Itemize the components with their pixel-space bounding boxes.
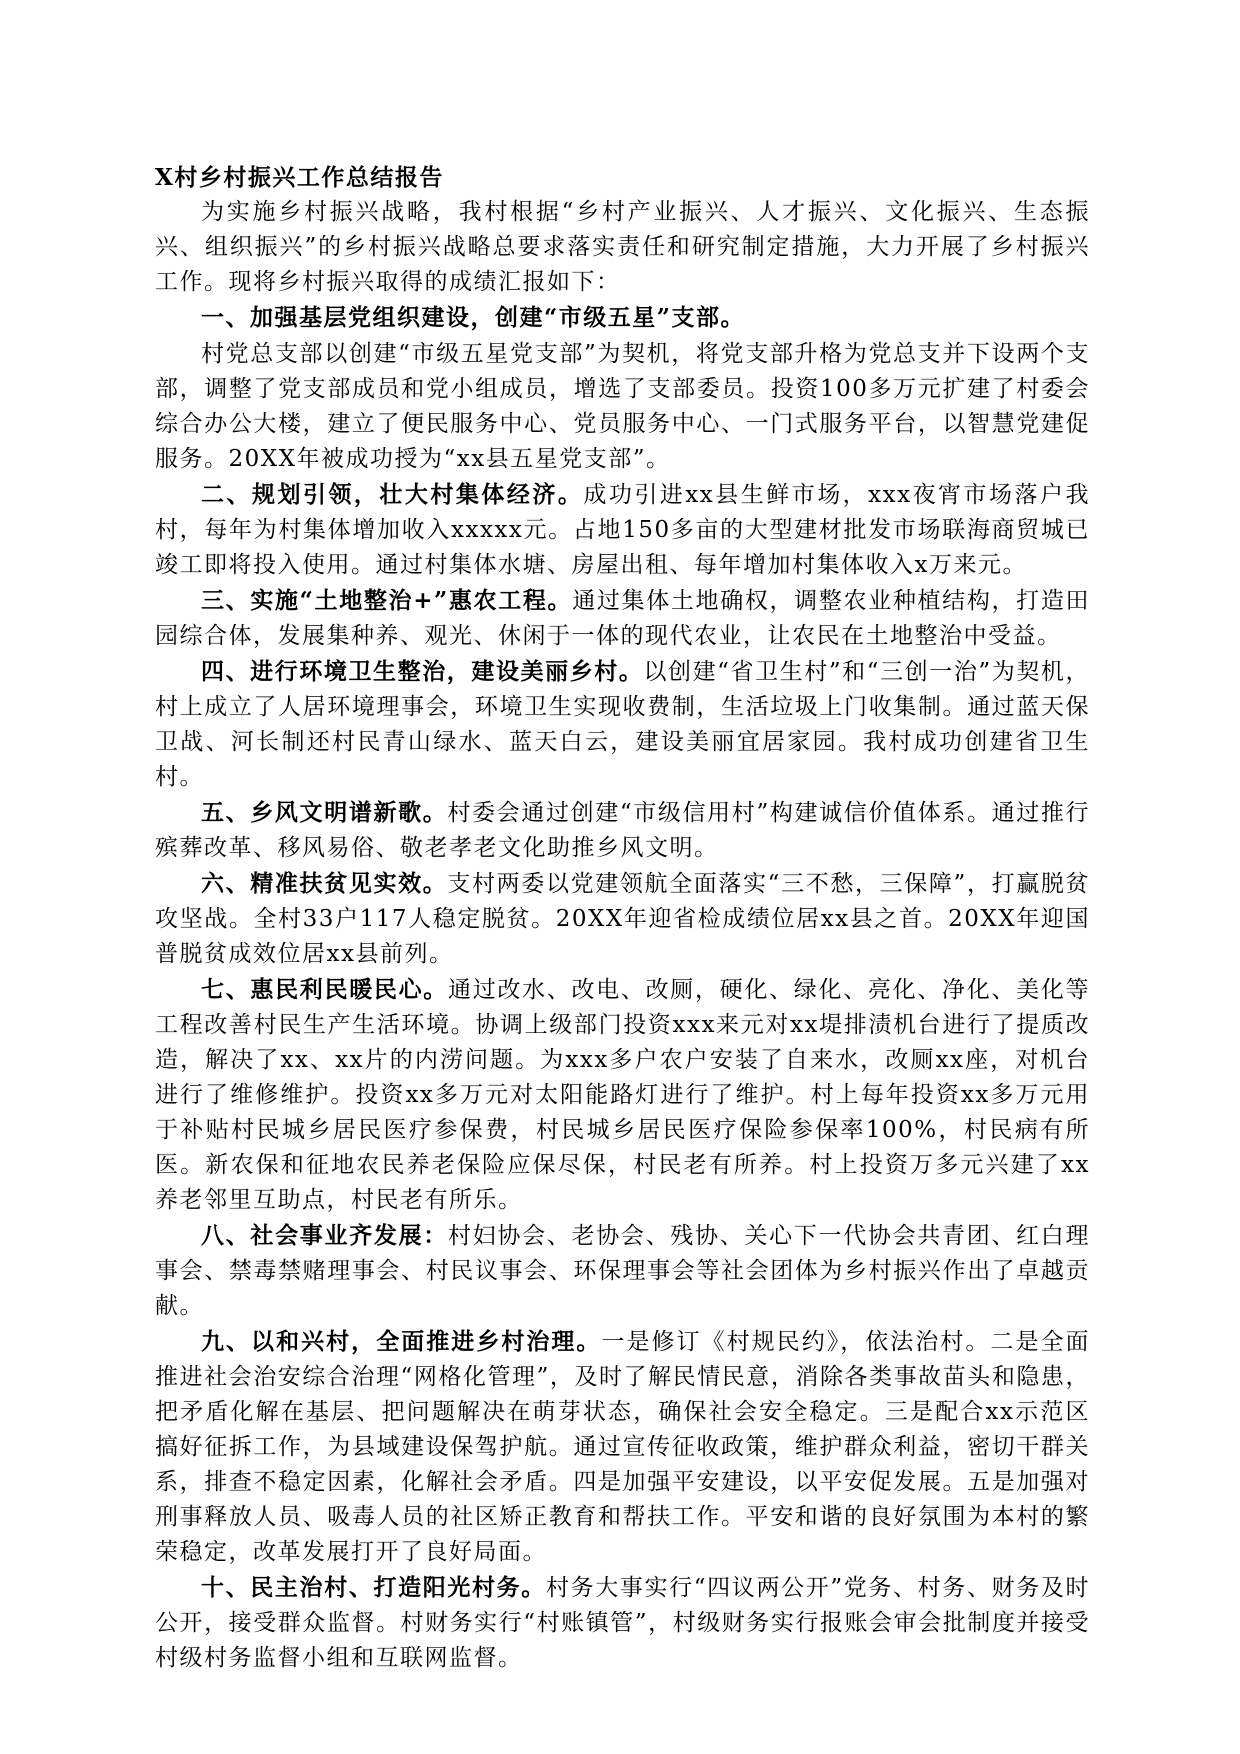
section-8-body: 村妇协会、老协会、残协、关心下一代协会共青团、红白理事会、禁毒禁赌理事会、村民议事会、环保理事会等社会团体为乡村振兴作出了卓越贡献。: [155, 1223, 1090, 1319]
section-3-heading: 三、实施“土地整治+”惠农工程。: [201, 587, 573, 614]
section-7-paragraph: [155, 972, 1090, 1218]
section-5-paragraph: [155, 795, 1090, 866]
section-10-paragraph: [155, 1570, 1090, 1676]
section-10-body: 村务大事实行“四议两公开”党务、村务、财务及时公开，接受群众监督。村财务实行“村账镇管”，村级财务实行报账会审会批制度并接受村级村务监督小组和互联网监督。: [155, 1575, 1090, 1671]
section-6-paragraph: [155, 866, 1090, 972]
section-1-paragraph: [155, 300, 1090, 336]
document-title: X村乡村振兴工作总结报告: [155, 164, 444, 191]
section-6-body: 支村两委以党建领航全面落实“三不愁，三保障”，打赢脱贫攻坚战。全村33户117人稳定脱贫。20XX年迎省检成绩位居xx县之首。20XX年迎国普脱贫成效位居xx县前列。: [155, 871, 1090, 967]
section-9-paragraph: [155, 1324, 1090, 1570]
section-5-heading: 五、乡风文明谱新歌。: [201, 799, 448, 826]
section-10-heading: 十、民主治村、打造阳光村务。: [201, 1574, 546, 1601]
section-4-body: 以创建“省卫生村”和“三创一治”为契机，村上成立了人居环境理事会，环境卫生实现收费制，生活垃圾上门收集制。通过蓝天保卫战、河长制还村民青山绿水、蓝天白云，建设美丽宜居家园。我村成功创建省卫生村。: [155, 659, 1090, 790]
section-2-body: 成功引进xx县生鲜市场，xxx夜宵市场落户我村，每年为村集体增加收入xxxxx元。占地150多亩的大型建材批发市场联海商贸城已竣工即将投入使用。通过村集体水塘、房屋出租、每年增加村集体收入x万来元。: [155, 482, 1091, 578]
section-1-detail-paragraph: [155, 336, 1090, 477]
section-1-heading: 一、加强基层党组织建设，创建“市级五星”支部。: [201, 304, 745, 331]
section-5-body: 村委会通过创建“市级信用村”构建诚信价值体系。通过推行殡葬改革、移风易俗、敬老孝老文化助推乡风文明。: [155, 800, 1090, 861]
section-6-heading: 六、精准扶贫见实效。: [201, 870, 448, 897]
section-7-heading: 七、惠民利民暖民心。: [201, 976, 448, 1003]
section-9-body: 一是修订《村规民约》，依法治村。二是全面推进社会治安综合治理“网格化管理”，及时了解民情民意，消除各类事故苗头和隐患，把矛盾化解在基层、把问题解决在萌芽状态，确保社会安全稳定。三是配合xx示范区搞好征拆工作，为县域建设保驾护航。通过宣传征收政策，维护群众利益，密切干群关系，排查不稳定因素，化解社会矛盾。四是加强平安建设，以平安促发展。五是加强对刑事释放人员、吸毒人员的社区矫正教育和帮扶工作。平安和谐的良好氛围为本村的繁荣稳定，改革发展打开了良好局面。: [155, 1329, 1091, 1565]
section-8-paragraph: [155, 1218, 1090, 1324]
section-9-heading: 九、以和兴村，全面推进乡村治理。: [201, 1328, 602, 1355]
section-1-detail-body: 村党总支部以创建“市级五星党支部”为契机，将党支部升格为党总支并下设两个支部，调整了党支部成员和党小组成员，增选了支部委员。投资100多万元扩建了村委会综合办公大楼，建立了便民服务中心、党员服务中心、一门式服务平台，以智慧党建促服务。20XX年被成功授为“xx县五星党支部”。: [155, 341, 1090, 472]
section-7-body: 通过改水、改电、改厕，硬化、绿化、亮化、净化、美化等工程改善村民生产生活环境。协调上级部门投资xxx来元对xx堤排渍机台进行了提质改造，解决了xx、xx片的内涝问题。为xxx多户农户安装了自来水，改厕xx座，对机台进行了维修维护。投资xx多万元对太阳能路灯进行了维护。村上每年投资xx多万元用于补贴村民城乡居民医疗参保费，村民城乡居民医疗保险参保率100%，村民病有所医。新农保和征地农民养老保险应保尽保，村民老有所养。村上投资万多元兴建了xx养老邻里互助点，村民老有所乐。: [155, 977, 1090, 1213]
section-4-paragraph: [155, 654, 1090, 795]
section-2-paragraph: [155, 477, 1090, 583]
section-4-heading: 四、进行环境卫生整治，建设美丽乡村。: [201, 658, 644, 685]
intro-paragraph: 为实施乡村振兴战略，我村根据“乡村产业振兴、人才振兴、文化振兴、生态振兴、组织振兴”的乡村振兴战略总要求落实责任和研究制定措施，大力开展了乡村振兴工作。现将乡村振兴取得的成绩汇报如下：: [155, 199, 1090, 295]
document-body: [155, 160, 1090, 1676]
section-2-heading: 二、规划引领，壮大村集体经济。: [201, 481, 584, 508]
section-3-paragraph: [155, 583, 1090, 654]
section-8-heading: 八、社会事业齐发展：: [201, 1222, 448, 1249]
section-3-body: 通过集体土地确权，调整农业种植结构，打造田园综合体，发展集种养、观光、休闲于一体的现代农业，让农民在土地整治中受益。: [155, 588, 1090, 649]
